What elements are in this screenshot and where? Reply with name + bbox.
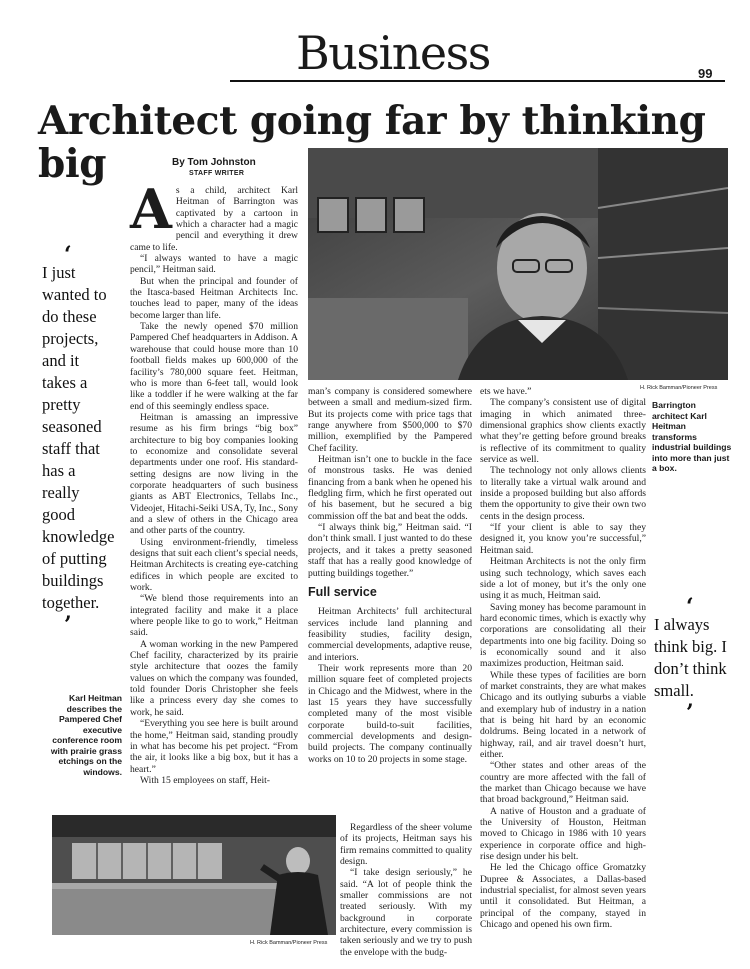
article-column-2-continued [340,822,472,958]
section-title: Business [296,26,490,80]
pullquote-left-text: I just wanted to do these projects, and it takes a pretty seasoned staff that has a really good knowledge of putting buildings together. [42,263,115,612]
paragraph: “Other states and other areas of the country are more affected with the fall of the market than Chicago because we have that broad background,” Heitman said. [480,760,646,806]
photo-bottom-image [52,815,336,935]
photo-top-credit: H. Rick Bamman/Pioneer Press [640,385,718,391]
paragraph: A native of Houston and a graduate of the University of Houston, Heitman moved to Chicago in 1986 with 10 years experience in corporate office and high-rise design under his belt. [480,805,646,863]
photo-top-caption: Barrington architect Karl Heitman transforms industrial buildings into more than just a box. [652,400,732,473]
pullquote-right [654,594,742,726]
paragraph: “We blend those requirements into an integrated facility and make it a place where people like to go to work,” Heitman said. [130,593,298,639]
paragraph: The technology not only allows clients to literally take a virtual walk around and inside a proposed building but also affords them the opportunity to give their own two cents in the design process. [480,465,646,522]
photo-bottom-credit: H. Rick Bamman/Pioneer Press [250,940,328,946]
close-quote-mark: ’ [64,612,72,638]
paragraph: Using environment-friendly, timeless designs that suit each client’s special needs, Heitman Architects is creating eye-catching edifices in which people are excited to work. [130,536,298,594]
paragraph: While these types of facilities are born of market constraints, they are what makes Chicago and its outlying suburbs a viable and exemplary hub of industry in a nation that is being hit hard by an economic doldrums. Being located in a network of highway, rail, and air travel doesn’t hurt, either. [480,669,646,760]
paragraph: Regardless of the sheer volume of its projects, Heitman says his firm remains committed to quality design. [340,822,472,868]
paragraph: ets we have.” [480,386,532,397]
open-quote-mark: ‘ [686,594,694,620]
photo-top-image [308,148,728,380]
paragraph: “I take design seriously,” he said. “A lot of people think the smaller commissions are not treated seriously. With my background in corporate architecture, every commission is taken seriously and we try to push the envelope with the budg- [340,867,472,958]
paragraph: He led the Chicago office Gromatzky Dupree & Associates, a Dallas-based industrial specialist, for almost seven years until it consolidated. But Heitman, a principal of the company, stayed in Chicago and opened his own firm. [480,862,646,931]
paragraph: man’s company is considered somewhere between a small and medium-sized firm. But its projects come with price tags that range anywhere from $500,000 to $70 million, exemplified by the Pampered Chef facility. [308,386,472,454]
photo-top [308,148,728,380]
article-column-2 [308,386,472,765]
byline: By Tom Johnston [172,157,256,168]
photo-bottom-caption: Karl Heitman describes the Pampered Chef executive conference room with prairie grass etchings on the windows. [50,693,122,777]
paragraph: The company’s consistent use of digital imaging in which animated three-dimensional graphics show clients exactly what they’re getting before ground breaks is reflective of its commitment to quality service as well. [480,397,646,466]
paragraph: Saving money has become paramount in hard economic times, which is exactly why corporations are consolidating all their departments into one big facility. Doing so is economically sound and it also maximizes production, Heitman said. [480,601,646,670]
lead-paragraph [130,177,298,253]
photo-bottom [52,815,336,935]
dropcap: A [130,177,172,241]
paragraph: Heitman isn’t one to buckle in the face of monstrous tasks. He was denied financing from a bank when he opened his fledgling firm, which he first operated out of his basement, but he secured a big commission off the bat and beat the odds. [308,454,472,522]
section-rule [230,80,725,82]
open-quote-mark: ‘ [64,242,72,268]
paragraph: Heitman Architects’ full architectural services include land planning and feasibility studies, facility design, commercial developments, adaptive reuse, and interiors. [308,606,472,663]
subhead: Full service [308,584,377,599]
paragraph: With 15 employees on staff, Heit- [140,774,270,786]
headline: Architect going far by thinking big [38,98,706,187]
paragraph: “Everything you see here is built around the home,” Heitman said, standing proudly in what has become his pet project. “From the air, it looks like a big box, but it has a heart.” [130,718,298,775]
paragraph: Heitman is amassing an impressive resume as his firm brings “big box” architecture to big boy companies looking to economize and consolidate several departments under one roof. His standard-setting designs are now living in the corporate headquarters of such business giants as ABT Electronics, Tellabs Inc., Videojet, Hitachi-Seiki USA, Ty, Inc., Sony and a slew of others in the Chicago area and other parts of the country. [130,411,298,537]
paragraph: “I always think big,” Heitman said. “I don’t think small. I just wanted to do these projects, and it takes a pretty seasoned staff that has a really good knowledge of putting buildings together.” [308,522,472,579]
pullquote-left [42,242,115,638]
paragraph: Their work represents more than 20 million square feet of completed projects in Chicago and the Midwest, where in the last 15 years they have successfully completed many of the most visible corporate build-to-suit facilities, commercial developments and design-build projects. The company continually works on 10 to 20 projects in some stage. [308,662,472,765]
paragraph: “If your client is able to say they designed it, you know you’re successful,” Heitman said. [480,522,646,556]
paragraph: Heitman Architects is not the only firm using such technology, which saves each side a lot of money, but it’s the only one using it as much, Heitman said. [480,556,646,602]
article-column-3 [480,386,646,931]
paragraph: But when the principal and founder of the Itasca-based Heitman Architects Inc. touches lead to paper, many of the ideas become larger than life. [130,275,298,321]
pullquote-right-text: I always think big. I don’t think small. [654,615,727,700]
article-column-1 [130,177,298,786]
page-number: 99 [698,66,713,81]
byline-role: STAFF WRITER [189,170,245,177]
close-quote-mark: ’ [686,700,694,726]
paragraph: A woman working in the new Pampered Chef facility, characterized by its prairie style architecture that oozes the family values on which the company was founded, told founder Doris Christopher she feels like a princess every day she comes to work, he said. [130,638,298,718]
paragraph: s a child, architect Karl Heitman of Barrington was captivated by a cartoon in which a character had a magic pencil and everything it drew came to life. [130,185,298,253]
paragraph: “I always wanted to have a magic pencil,” Heitman said. [130,253,298,276]
paragraph: Take the newly opened $70 million Pampered Chef headquarters in Addison. A warehouse that could house more than 10 football fields makes up 600,000 of the facility’s 780,000 square feet. Heitman, who is more than 6-feet tall, would look like a toddler if he were walking at the far end of this seemingly endless space. [130,321,298,412]
